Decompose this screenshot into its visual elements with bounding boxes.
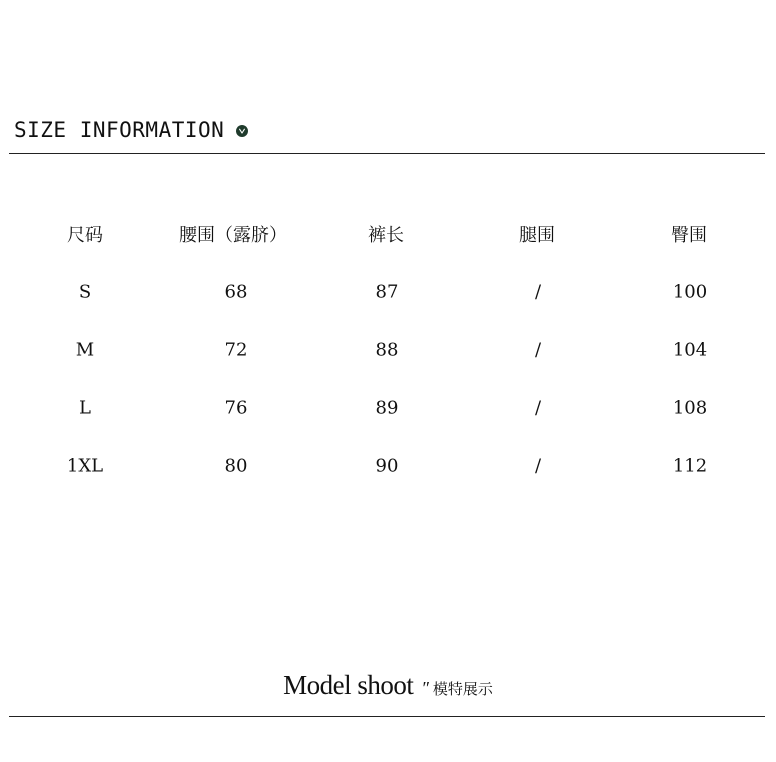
table-cell: L bbox=[79, 397, 91, 419]
table-cell: 72 bbox=[224, 339, 248, 361]
table-cell: / bbox=[534, 339, 542, 361]
quote-mark: ″ bbox=[421, 678, 429, 698]
table-cell: 88 bbox=[375, 339, 399, 361]
table-cell: 90 bbox=[375, 455, 399, 477]
model-shoot-heading bbox=[0, 670, 776, 704]
table-cell: 108 bbox=[672, 397, 708, 419]
table-cell: 89 bbox=[375, 397, 399, 419]
table-cell: M bbox=[75, 339, 95, 361]
table-cell: 112 bbox=[672, 455, 708, 477]
table-cell: 80 bbox=[224, 455, 248, 477]
column-header-thigh: 腿围 bbox=[519, 225, 555, 246]
table-cell: 104 bbox=[672, 339, 708, 361]
column-header-hip: 臀围 bbox=[671, 225, 707, 246]
table-cell: / bbox=[534, 397, 542, 419]
table-cell: 68 bbox=[224, 281, 248, 303]
bottom-divider bbox=[9, 716, 765, 717]
table-cell: 87 bbox=[375, 281, 399, 303]
column-header-length: 裤长 bbox=[368, 225, 404, 246]
model-shoot-title: Model shoot bbox=[283, 670, 414, 700]
column-header-waist: 腰围（露脐） bbox=[179, 225, 287, 246]
table-cell: S bbox=[78, 281, 92, 303]
table-cell: 76 bbox=[224, 397, 248, 419]
model-shoot-subtitle: 模特展示 bbox=[432, 680, 493, 698]
table-cell: 1XL bbox=[66, 455, 104, 477]
section-title: SIZE INFORMATION bbox=[14, 118, 225, 142]
table-cell: 100 bbox=[672, 281, 708, 303]
table-cell: / bbox=[534, 281, 542, 303]
table-cell: / bbox=[534, 455, 542, 477]
column-header-size: 尺码 bbox=[67, 225, 103, 246]
